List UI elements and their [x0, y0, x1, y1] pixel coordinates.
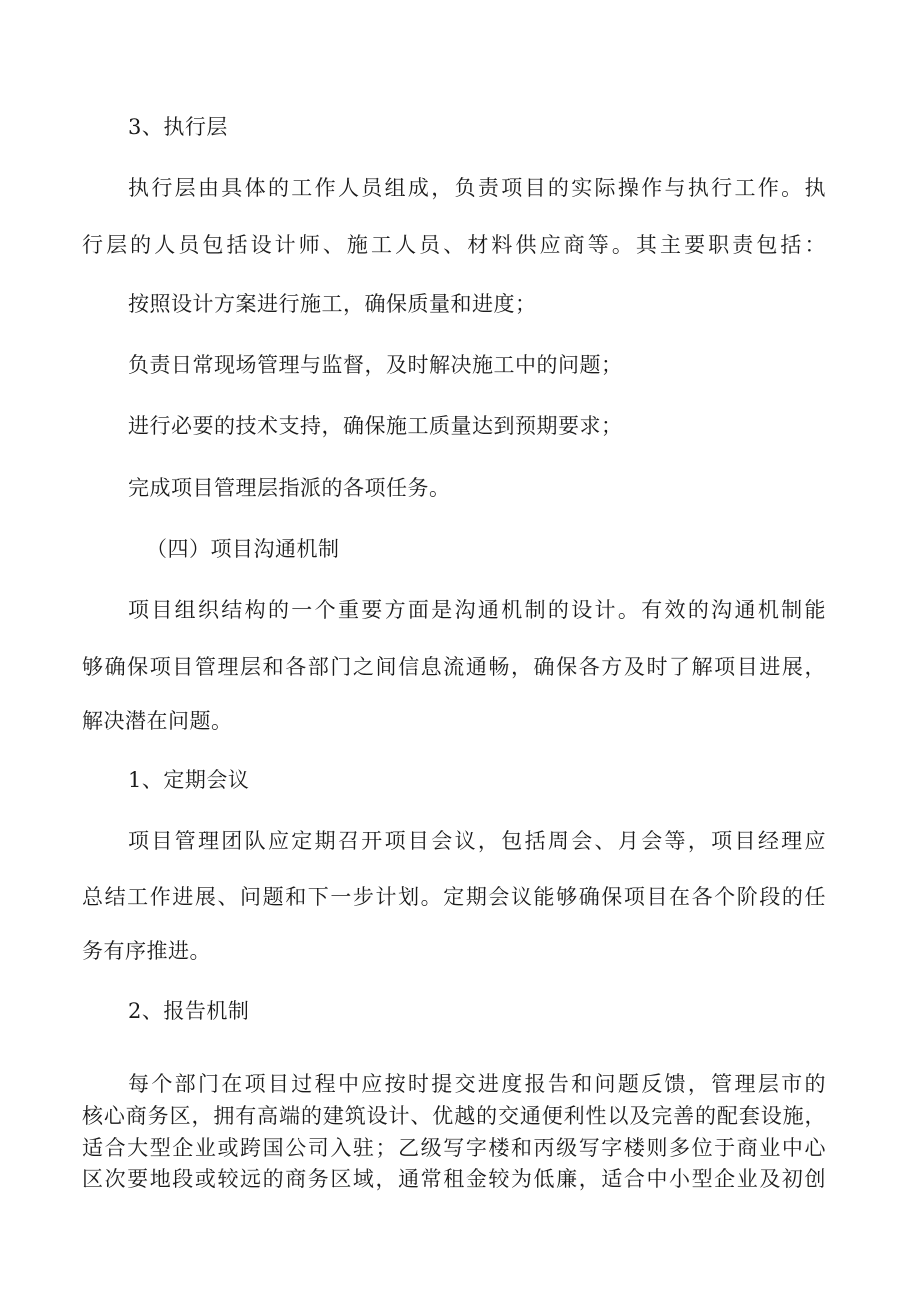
heading-reporting: 2、报告机制: [128, 999, 250, 1023]
comm-paragraph-line-3: 解决潜在问题。: [82, 709, 233, 733]
duty-item: 进行必要的技术支持，确保施工质量达到预期要求；: [128, 414, 623, 438]
meeting-paragraph-line-1: 项目管理团队应定期召开项目会议，包括周会、月会等，项目经理应: [128, 829, 826, 853]
meeting-paragraph-line-3: 务有序推进。: [82, 939, 211, 963]
report-paragraph-line-1: 每个部门在项目过程中应按时提交进度报告和问题反馈，管理层市的: [128, 1072, 826, 1096]
exec-paragraph-line-1: 执行层由具体的工作人员组成，负责项目的实际操作与执行工作。执: [128, 176, 826, 200]
duty-item: 完成项目管理层指派的各项任务。: [128, 476, 451, 500]
report-paragraph-line-4: 区次要地段或较远的商务区域，通常租金较为低廉，适合中小型企业及初创: [82, 1167, 826, 1191]
comm-paragraph-line-1: 项目组织结构的一个重要方面是沟通机制的设计。有效的沟通机制能: [128, 598, 826, 622]
duty-item: 按照设计方案进行施工，确保质量和进度；: [128, 292, 537, 316]
comm-paragraph-line-2: 够确保项目管理层和各部门之间信息流通畅，确保各方及时了解项目进展，: [82, 655, 826, 679]
heading-regular-meetings: 1、定期会议: [128, 768, 250, 792]
meeting-paragraph-line-2: 总结工作进展、问题和下一步计划。定期会议能够确保项目在各个阶段的任: [82, 885, 826, 909]
exec-paragraph-line-2: 行层的人员包括设计师、施工人员、材料供应商等。其主要职责包括：: [82, 233, 826, 257]
section-heading-communication: （四）项目沟通机制: [146, 537, 340, 561]
heading-execution-layer: 3、执行层: [128, 115, 228, 139]
duty-item: 负责日常现场管理与监督，及时解决施工中的问题；: [128, 353, 623, 377]
report-paragraph-line-2: 核心商务区，拥有高端的建筑设计、优越的交通便利性以及完善的配套设施，: [82, 1104, 826, 1128]
report-paragraph-line-3: 适合大型企业或跨国公司入驻；乙级写字楼和丙级写字楼则多位于商业中心: [82, 1136, 826, 1160]
